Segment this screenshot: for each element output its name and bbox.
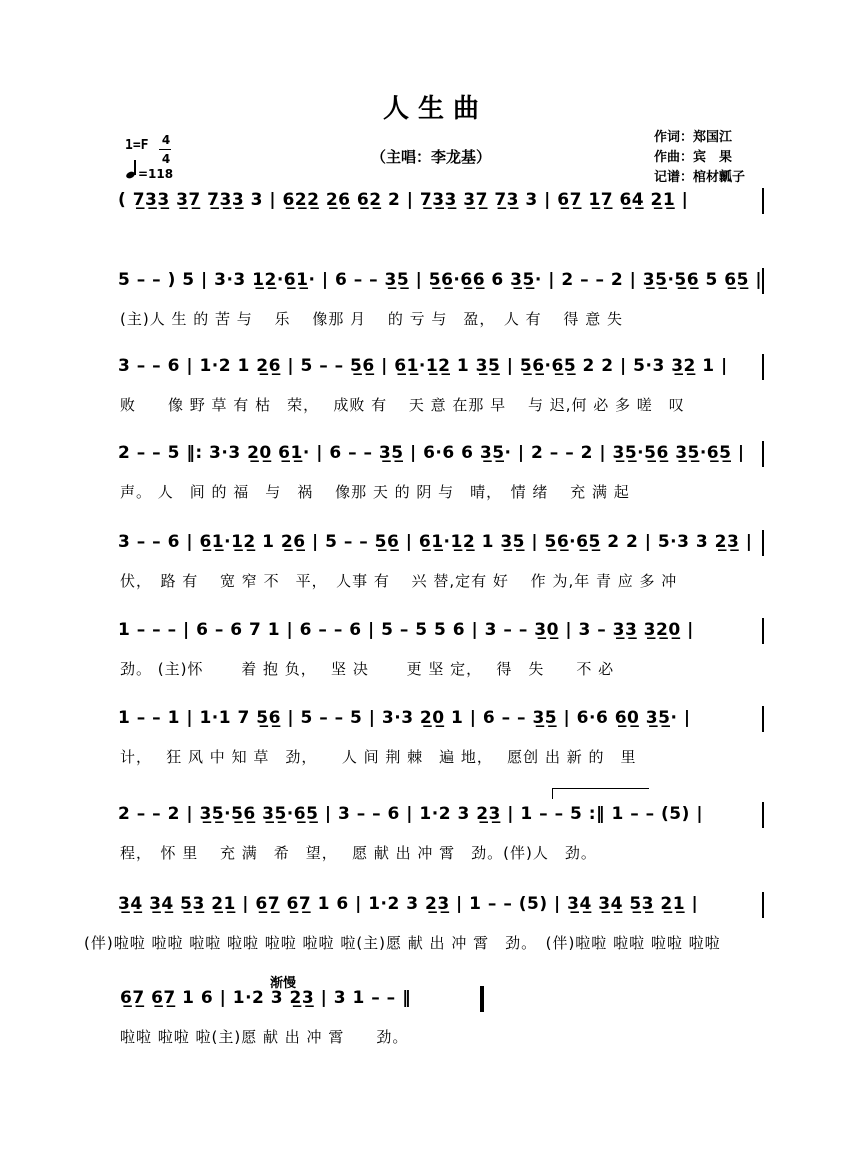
music-row-7: 1 – – 1 | 1·1 7 5̲6̲ | 5 – – 5 | 3·3 2̲0̲ 1 | 6 – – 3̲5̲ | 6·6 6̲0̲ 3̲5̲· |: [118, 708, 691, 728]
final-barline: [480, 986, 484, 1012]
music-row-3: 3 – – 6 | 1·2 1 2̲6̲ | 5 – – 5̲6̲ | 6̲1̲·1̲2̲ 1 3̲5̲ | 5̲6̲·6̲5̲ 2 2 | 5·3 3̲2̲ 1 |: [118, 356, 728, 376]
barline: [762, 618, 764, 644]
meter-denominator: 4: [161, 152, 171, 166]
barline: [762, 441, 764, 467]
lyric-row-7: 计， 狂 风 中 知 草 劲， 人 间 荆 棘 遍 地， 愿创 出 新 的 里: [120, 748, 637, 766]
music-row-4: 2 – – 5 ‖: 3·3 2̲0̲ 6̲1̲· | 6 – – 3̲5̲ | 6·6 6 3̲5̲· | 2 – – 2 | 3̲5̲·5̲6̲ 3̲5̲·6̲5̲ |: [118, 443, 745, 463]
barline: [762, 530, 764, 556]
ritardando-mark: 渐慢: [270, 976, 297, 991]
composer-credit: 作曲：宾 果: [654, 150, 733, 165]
lyricist-credit: 作词：郑国江: [654, 130, 733, 145]
music-row-10: 6̲7̲ 6̲7̲ 1 6 | 1·2 3 2̲3̲ | 3 1 – – ‖: [120, 988, 412, 1008]
music-row-6: 1 – – – | 6 – 6 7 1 | 6 – – 6 | 5 – 5 5 6 | 3 – – 3̲0̲ | 3 – 3̲3̲ 3̲2̲0̲ |: [118, 620, 694, 640]
meter-line: [159, 149, 171, 150]
barline: [762, 892, 764, 918]
barline: [762, 802, 764, 828]
barline: [762, 706, 764, 732]
music-row-2: 5 – – ) 5 | 3·3 1̲2̲·6̲1̲· | 6 – – 3̲5̲ | 5̲6̲·6̲6̲ 6 3̲5̲· | 2 – – 2 | 3̲5̲·5̲6̲ 5 6̲5̲ |: [118, 270, 763, 290]
quarter-note-head: [125, 170, 136, 179]
music-row-9: 3̲4̲ 3̲4̲ 5̲3̲ 2̲1̲ | 6̲7̲ 6̲7̲ 1 6 | 1·2 3 2̲3̲ | 1 – – (5) | 3̲4̲ 3̲4̲ 5̲3̲ 2̲1̲ |: [118, 894, 699, 914]
barline: [762, 188, 764, 214]
lyric-row-5: 伏， 路 有 宽 窄 不 平， 人事 有 兴 替,定有 好 作 为,年 青 应 多 冲: [120, 572, 678, 590]
lyric-row-10: 啦啦 啦啦 啦(主)愿 献 出 冲 霄 劲。: [120, 1028, 409, 1046]
lyric-row-9: (伴)啦啦 啦啦 啦啦 啦啦 啦啦 啦啦 啦(主)愿 献 出 冲 霄 劲。 (伴)啦啦 啦啦 啦啦 啦啦: [84, 934, 721, 952]
music-row-1: ( 7̲3̲3̲ 3̲7̲ 7̲3̲3̲ 3 | 6̲2̲2̲ 2̲6̲ 6̲2̲ 2 | 7̲3̲3̲ 3̲7̲ 7̲3̲ 3 | 6̲7̲ 1̲7̲ 6̲4̲ 2̲1̲ |: [118, 190, 689, 210]
music-row-5: 3 – – 6 | 6̲1̲·1̲2̲ 1 2̲6̲ | 5 – – 5̲6̲ | 6̲1̲·1̲2̲ 1 3̲5̲ | 5̲6̲·6̲5̲ 2 2 | 5·3 3 2̲3̲ |: [118, 532, 753, 552]
meter-numerator: 4: [161, 133, 171, 147]
lyric-row-6: 劲。 (主)怀 着 抱 负， 坚 决 更 坚 定， 得 失 不 必: [120, 660, 615, 678]
lyric-row-4: 声。 人 间 的 福 与 祸 像那 天 的 阴 与 晴， 情 绪 充 满 起: [120, 483, 630, 501]
first-ending-bracket: [552, 788, 649, 799]
notation-credit: 记谱：棺材瓤子: [654, 170, 746, 185]
music-row-8: 2 – – 2 | 3̲5̲·5̲6̲ 3̲5̲·6̲5̲ | 3 – – 6 | 1·2 3 2̲3̲ | 1 – – 5 :‖ 1 – – (5) |: [118, 804, 704, 824]
lyric-row-3: 败 像 野 草 有 枯 荣， 成败 有 天 意 在那 早 与 迟,何 必 多 嗟 叹: [120, 396, 685, 414]
barline: [762, 268, 764, 294]
singer-credit: （主唱：李龙基）: [370, 148, 491, 166]
song-title: 人 生 曲: [382, 94, 480, 124]
lyric-row-2: (主)人 生 的 苦 与 乐 像那 月 的 亏 与 盈， 人 有 得 意 失: [120, 310, 623, 328]
barline: [762, 354, 764, 380]
lyric-row-8: 程， 怀 里 充 满 希 望， 愿 献 出 冲 霄 劲。(伴)人 劲。: [120, 844, 597, 862]
tempo-marking: =118: [138, 167, 174, 181]
key-signature: 1=F: [125, 138, 149, 153]
